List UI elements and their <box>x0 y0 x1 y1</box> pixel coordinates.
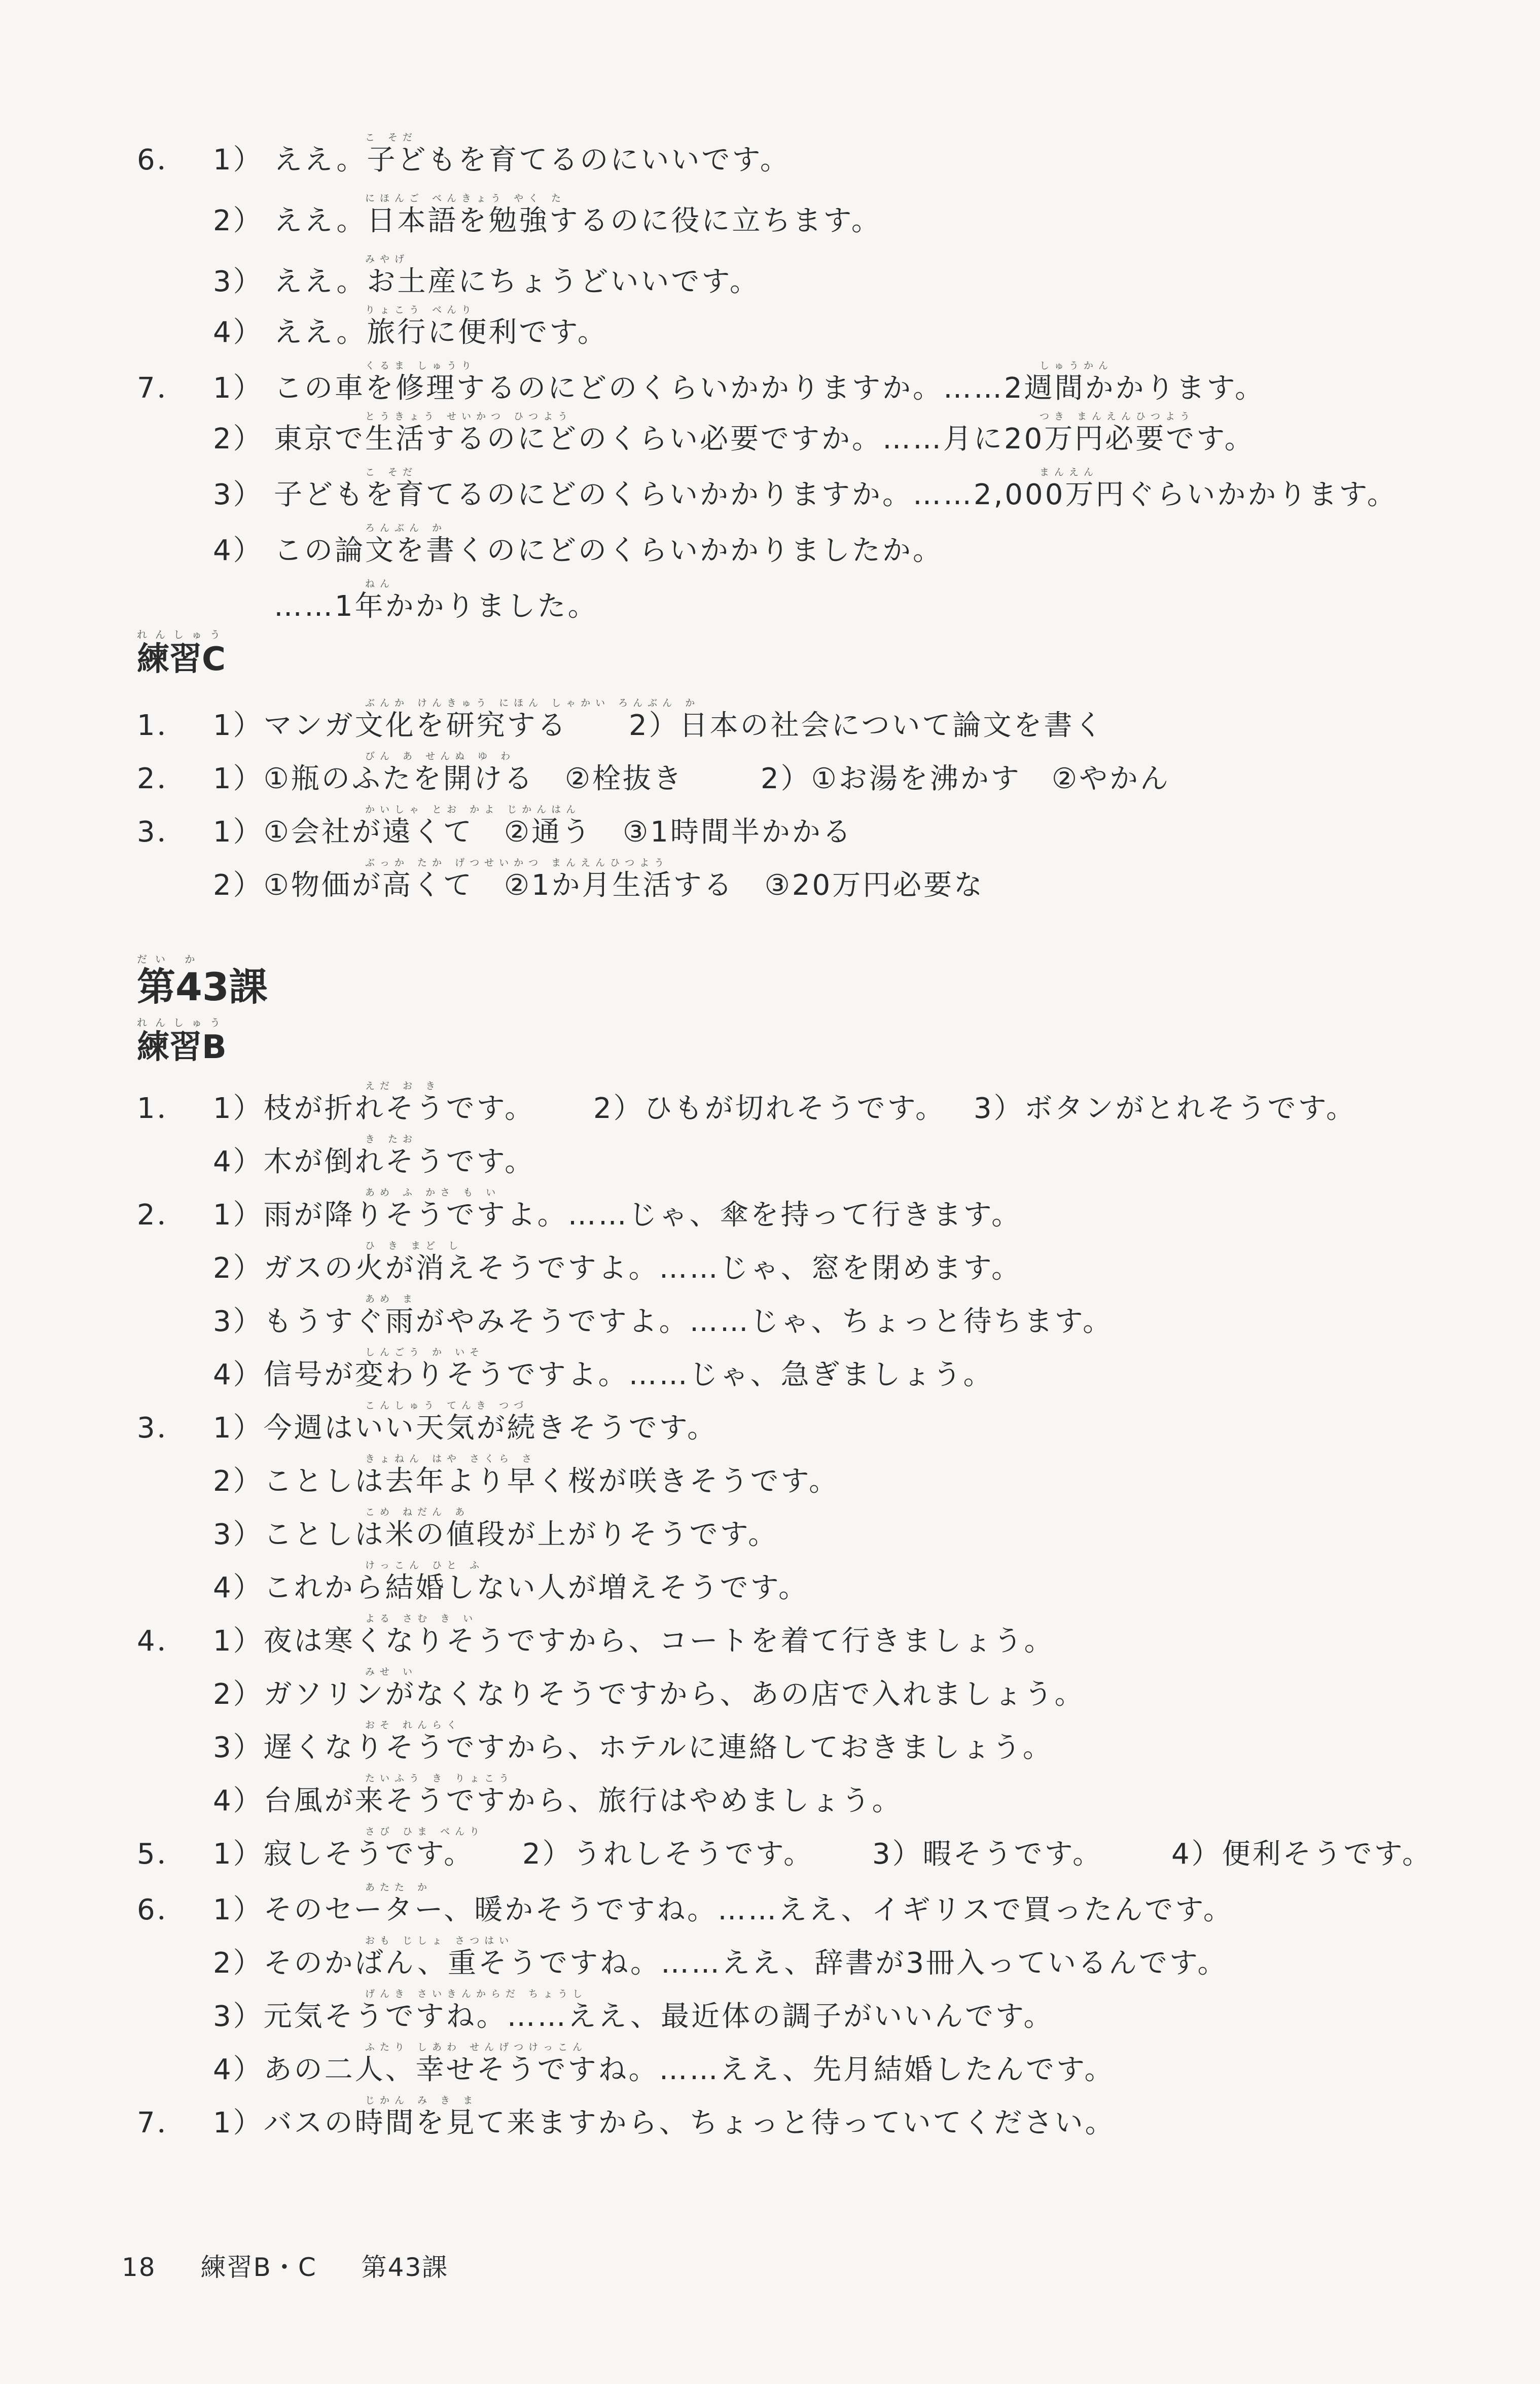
furigana: えだ お き <box>365 1080 441 1092</box>
answer-text: 1）夜は寒くなりそうですから、コートを着て行きましょう。 <box>213 1625 1055 1658</box>
answer-text: 2）ガスの火が消えそうですよ。……じゃ、窓を閉めます。 <box>213 1252 1022 1285</box>
answer-text: ええ。日本語を勉強するのに役に立ちます。 <box>274 204 882 237</box>
answer-text: 4）信号が変わりそうですよ。……じゃ、急ぎましょう。 <box>213 1358 994 1391</box>
furigana: あめ ふ かさ も い <box>365 1187 501 1198</box>
sub-number: 1） <box>213 144 264 177</box>
furigana: かいしゃ とお かよ じかんはん <box>365 804 581 815</box>
furigana: ふたり しあわ せんげつけっこん <box>365 2042 588 2053</box>
sub-number: 3） <box>213 265 264 298</box>
answer-text: 1）①会社が遠くて ②通う ③1時間半かかる <box>213 816 853 849</box>
item-number: 2． <box>137 762 188 795</box>
furigana: きょねん はや さくら さ <box>365 1453 537 1464</box>
section-heading-renshu-c <box>137 626 228 678</box>
answer-text: 3）もうすぐ雨がやみそうですよ。……じゃ、ちょっと待ちます。 <box>213 1305 1114 1338</box>
answer-text: 3）ことしは米の値段が上がりそうです。 <box>213 1518 779 1551</box>
footer-section: 練習B・C <box>200 2253 317 2282</box>
answer-text: 2）①お湯を沸かす ②やかん <box>761 762 1171 795</box>
item-number: 2． <box>137 1199 188 1232</box>
furigana: き たお <box>365 1134 418 1145</box>
furigana: よる さむ き い <box>365 1613 478 1624</box>
item-number: 4． <box>137 1625 188 1658</box>
furigana: けっこん ひと ふ <box>365 1560 485 1571</box>
answer-text: 1）枝が折れそうです。 <box>213 1092 535 1125</box>
answer-text: 3）ボタンがとれそうです。 <box>974 1092 1357 1125</box>
furigana: さび ひま べんり <box>365 1826 485 1837</box>
furigana: つき まんえんひつよう <box>1040 411 1195 422</box>
answer-text: 1）寂しそうです。 <box>213 1838 475 1871</box>
furigana: とうきょう せいかつ ひつよう <box>365 411 573 422</box>
answer-text: 4）木が倒れそうです。 <box>213 1145 535 1178</box>
sub-number: 4） <box>213 316 264 349</box>
section-heading-renshu-b <box>137 1014 228 1066</box>
furigana: じかん み き ま <box>365 2095 478 2106</box>
furigana: おそ れんらく <box>365 1720 462 1731</box>
sub-number: 4） <box>213 534 264 567</box>
item-number: 6． <box>137 144 188 177</box>
answer-text: 子どもを育てるのにどのくらいかかりますか。……2,000万円ぐらいかかります。 <box>274 478 1398 511</box>
answer-text: ええ。お土産にちょうどいいです。 <box>274 265 760 298</box>
furigana: みせ い <box>365 1666 418 1677</box>
item-number: 3． <box>137 816 188 849</box>
answer-text: 2）ガソリンがなくなりそうですから、あの店で入れましょう。 <box>213 1678 1085 1711</box>
item-number: 3． <box>137 1412 188 1445</box>
furigana: ぶんか けんきゅう にほん しゃかい ろんぶん か <box>365 697 700 709</box>
answer-text: 4）便利そうです。 <box>1171 1838 1433 1871</box>
answer-text: 1）そのセーター、暖かそうですね。……ええ、イギリスで買ったんです。 <box>213 1894 1234 1926</box>
furigana: びん あ せんぬ ゆ わ <box>365 751 516 762</box>
answer-text: 4）台風が来そうですから、旅行はやめましょう。 <box>213 1784 903 1817</box>
answer-text: ええ。子どもを育てるのにいいです。 <box>274 144 791 177</box>
answer-text: ……1年かかりました。 <box>274 590 598 623</box>
answer-text: 1）今週はいい天気が続きそうです。 <box>213 1412 718 1445</box>
furigana: ろんぶん か <box>365 522 447 534</box>
item-number: 7． <box>137 372 188 405</box>
furigana: ねん <box>365 578 395 589</box>
furigana: こ そだ <box>365 132 418 143</box>
answer-text: 2）①物価が高くて ②1か月生活する ③20万円必要な <box>213 869 985 902</box>
heading-furigana: れんしゅう <box>137 1016 228 1029</box>
answer-text: 2）ひもが切れそうです。 <box>593 1092 946 1125</box>
furigana: まんえん <box>1040 467 1099 478</box>
page-number: 18 <box>122 2253 156 2282</box>
item-number: 5． <box>137 1838 188 1871</box>
heading-title: 練習B <box>137 1029 227 1066</box>
furigana: たいふう き りょこう <box>365 1773 514 1784</box>
furigana: おも じしょ さつはい <box>365 1935 514 1946</box>
answer-text: 1）バスの時間を見て来ますから、ちょっと待っていてください。 <box>213 2107 1116 2140</box>
item-number: 1． <box>137 1092 188 1125</box>
answer-text: 4）これから結婚しない人が増えそうです。 <box>213 1571 809 1604</box>
answer-text: 3）元気そうですね。……ええ、最近体の調子がいいんです。 <box>213 2000 1054 2033</box>
answer-text: 4）あの二人、幸せそうですね。……ええ、先月結婚したんです。 <box>213 2053 1115 2086</box>
page-footer <box>122 2247 484 2284</box>
answer-text: ええ。旅行に便利です。 <box>274 316 608 349</box>
furigana: こ そだ <box>365 467 418 478</box>
furigana: くるま しゅうり <box>365 360 477 371</box>
answer-text: 2）ことしは去年より早く桜が咲きそうです。 <box>213 1465 840 1498</box>
item-number: 7． <box>137 2107 188 2140</box>
furigana: にほんご べんきょう やく た <box>365 193 566 204</box>
lesson-heading <box>137 951 268 1008</box>
item-number: 6． <box>137 1894 188 1926</box>
furigana: あめ ま <box>365 1293 418 1305</box>
answer-text: 3）暇そうです。 <box>872 1838 1103 1871</box>
footer-lesson: 第43課 <box>361 2253 449 2282</box>
furigana: あたた か <box>365 1882 433 1893</box>
answer-text: この車を修理するのにどのくらいかかりますか。……2週間かかります。 <box>274 372 1266 405</box>
answer-text: 2）そのかばん、重そうですね。……ええ、辞書が3冊入っているんです。 <box>213 1947 1228 1980</box>
item-number: 1． <box>137 709 188 742</box>
lesson-title: 第43課 <box>137 964 268 1009</box>
sub-number: 2） <box>213 423 264 455</box>
furigana: しゅうかん <box>1040 360 1114 371</box>
sub-number: 1） <box>213 372 264 405</box>
answer-text: 1）マンガ文化を研究する <box>213 709 568 742</box>
sub-number: 3） <box>213 478 264 511</box>
furigana: げんき さいきんからだ ちょうし <box>365 1988 588 2000</box>
furigana: しんごう か いそ <box>365 1347 485 1358</box>
answer-text: 2）日本の社会について論文を書く <box>629 709 1105 742</box>
heading-furigana: れんしゅう <box>137 628 228 641</box>
heading-furigana: だい か <box>137 953 203 965</box>
sub-number: 2） <box>213 204 264 237</box>
furigana: りょこう べんり <box>365 304 477 315</box>
answer-text: 1）雨が降りそうですよ。……じゃ、傘を持って行きます。 <box>213 1199 1022 1232</box>
answer-text: 2）うれしそうです。 <box>522 1838 814 1871</box>
answer-text: 3）遅くなりそうですから、ホテルに連絡しておきましょう。 <box>213 1731 1053 1764</box>
answer-text: この論文を書くのにどのくらいかかりましたか。 <box>274 534 943 567</box>
furigana: こんしゅう てんき つづ <box>365 1400 529 1411</box>
furigana: ひ き まど し <box>365 1240 463 1251</box>
furigana: ぶっか たか げつせいかつ まんえんひつよう <box>365 857 669 868</box>
answer-text: 1）①瓶のふたを開ける ②栓抜き <box>213 762 684 795</box>
furigana: こめ ねだん あ <box>365 1506 470 1518</box>
answer-text: 東京で生活するのにどのくらい必要ですか。……月に20万円必要です。 <box>274 423 1255 455</box>
furigana: みやげ <box>365 254 410 265</box>
heading-title: 練習C <box>137 641 226 678</box>
